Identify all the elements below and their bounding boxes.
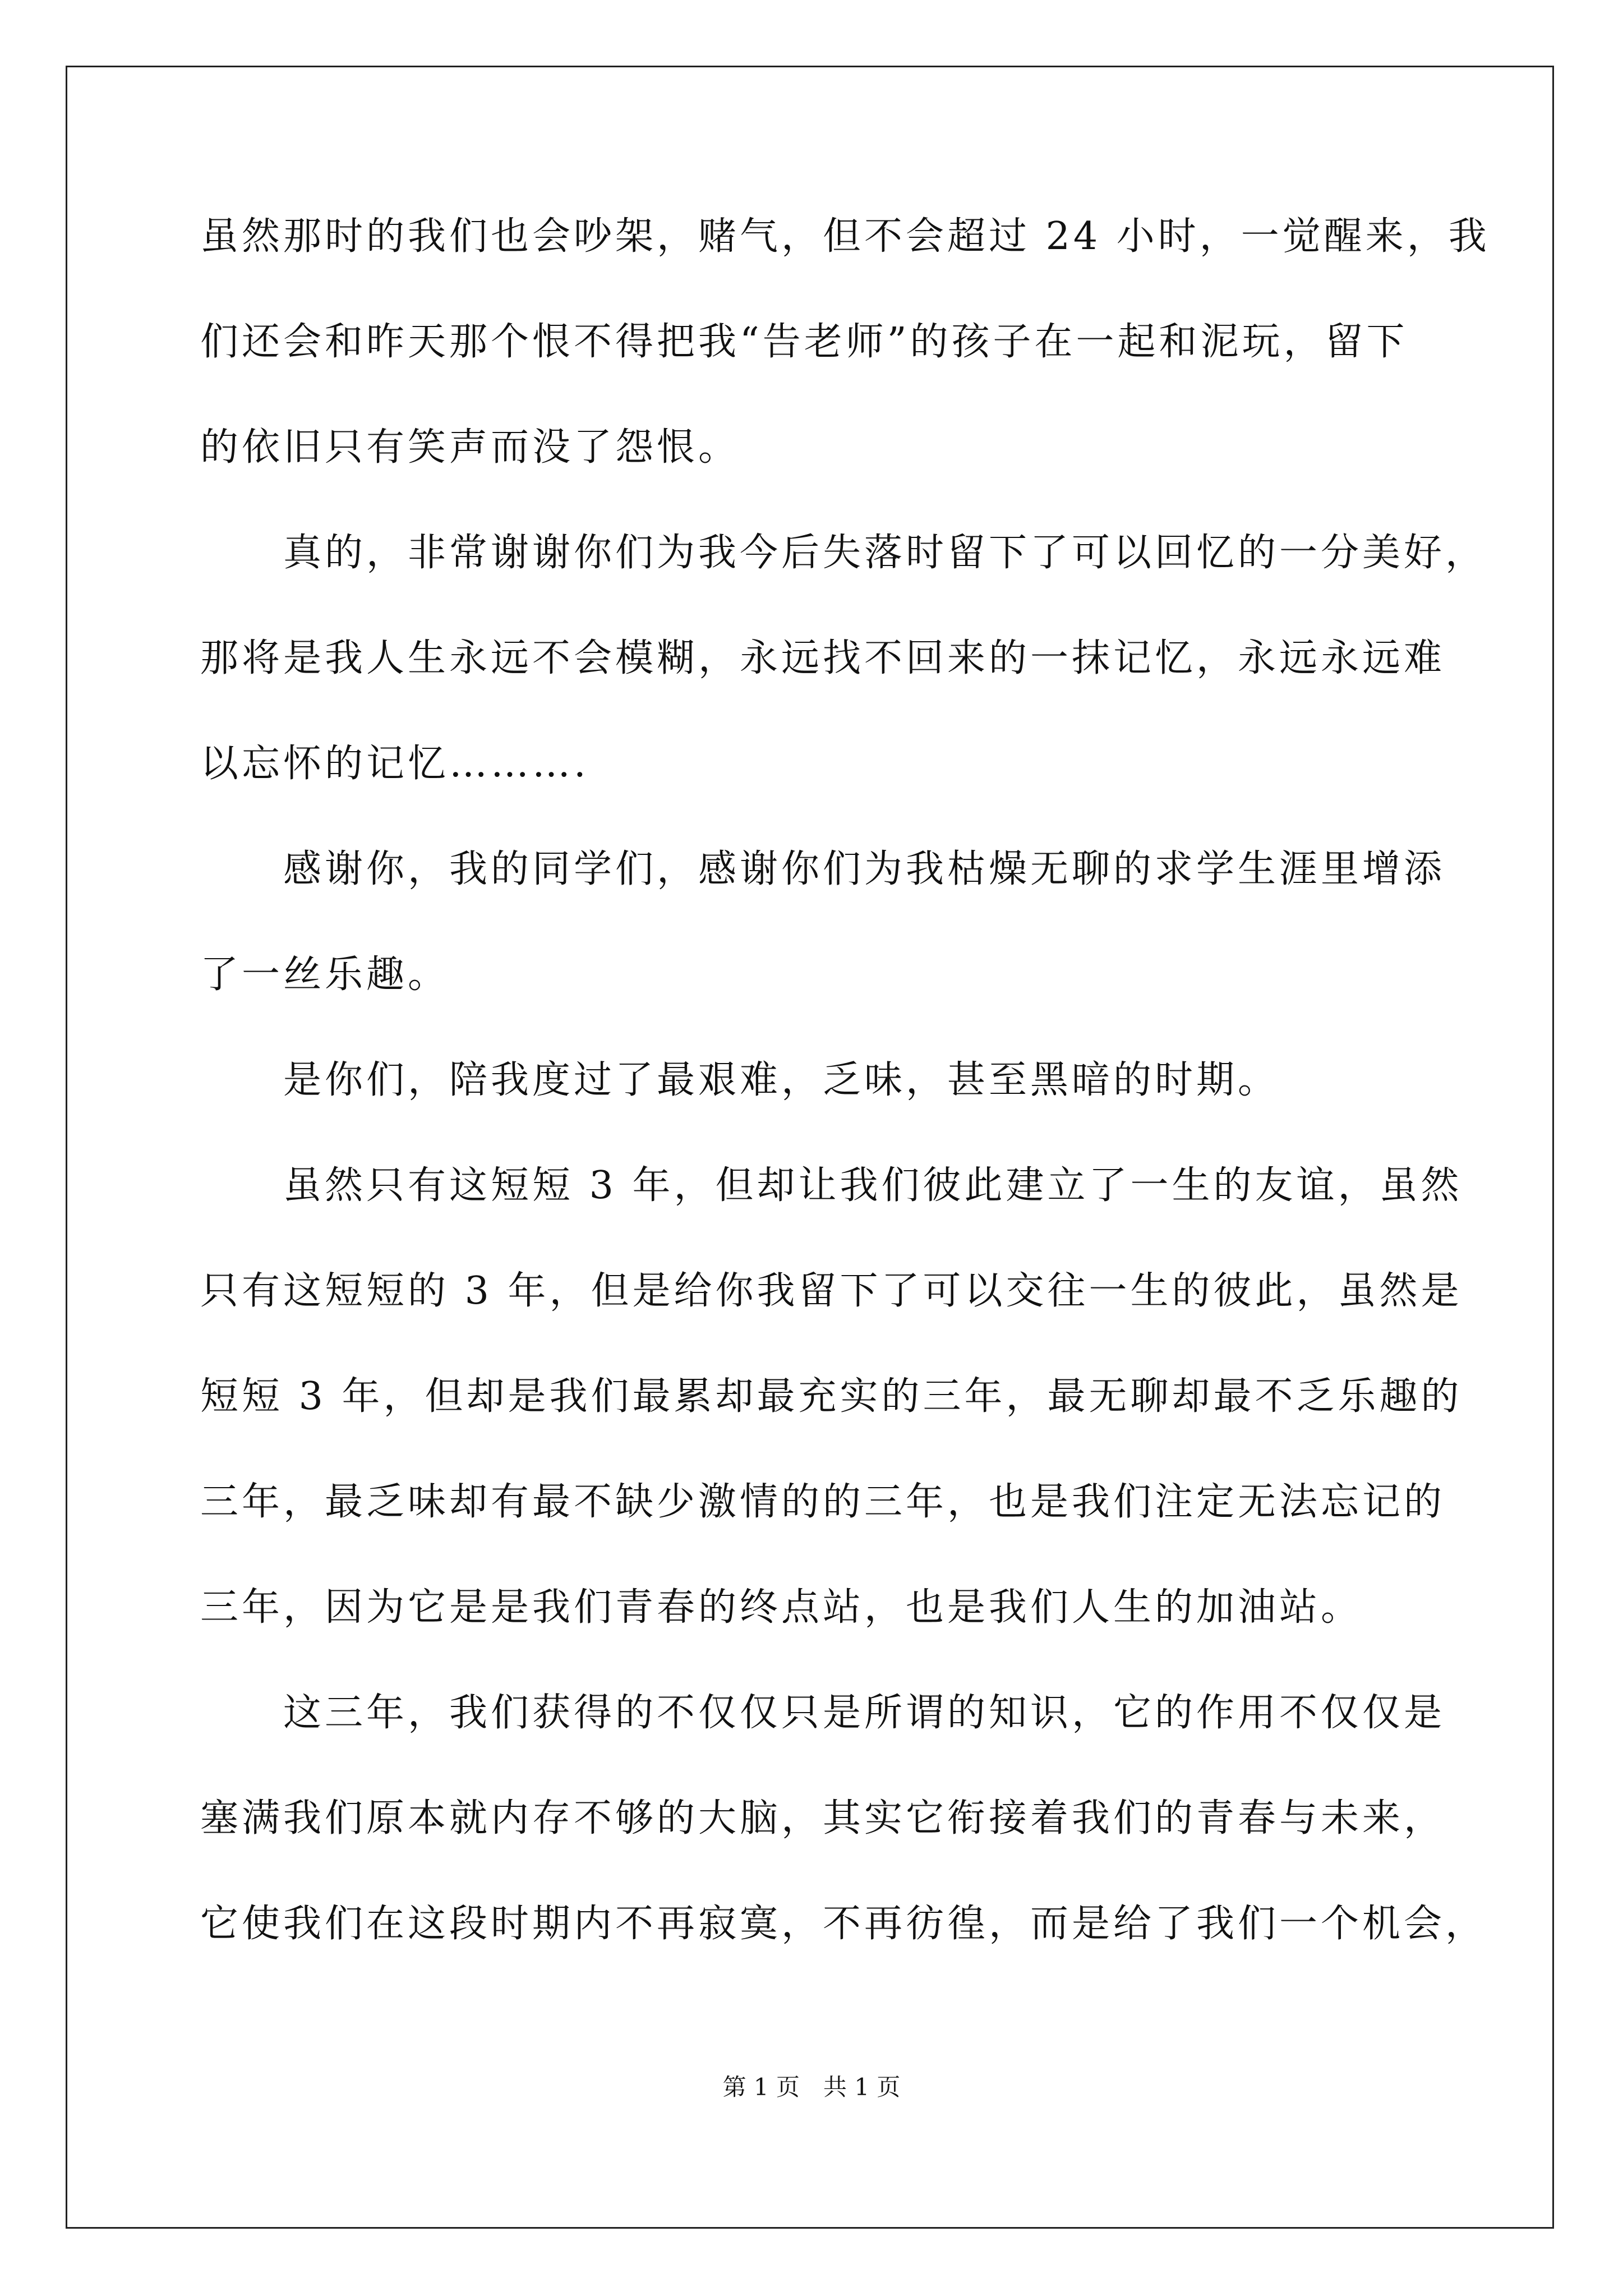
- text-line: 真的，非常谢谢你们为我今后失落时留下了可以回忆的一分美好，: [200, 531, 1487, 575]
- text-line: 那将是我人生永远不会模糊，永远找不回来的一抹记忆，永远永远难: [200, 636, 1446, 680]
- page-footer: 第 1 页 共 1 页: [722, 2073, 901, 2101]
- text-line: 它使我们在这段时期内不再寂寞，不再彷徨，而是给了我们一个机会，: [200, 1902, 1487, 1946]
- text-line: 这三年，我们获得的不仅仅只是所谓的知识，它的作用不仅仅是: [200, 1691, 1446, 1735]
- text-line: 以忘怀的记忆……….: [200, 742, 589, 786]
- text-line: 塞满我们原本就内存不够的大脑，其实它衔接着我们的青春与未来，: [200, 1796, 1446, 1841]
- text-line: 感谢你，我的同学们，感谢你们为我枯燥无聊的求学生涯里增添: [200, 847, 1446, 891]
- text-line: 三年，因为它是是我们青春的终点站，也是我们人生的加油站。: [200, 1585, 1363, 1630]
- text-line: 三年，最乏味却有最不缺少激情的的三年，也是我们注定无法忘记的: [200, 1480, 1446, 1524]
- text-line: 虽然只有这短短 3 年，但却让我们彼此建立了一生的友谊，虽然: [200, 1163, 1463, 1208]
- document-body: [200, 214, 1490, 2010]
- text-line: 们还会和昨天那个恨不得把我“告老师”的孩子在一起和泥玩，留下: [200, 320, 1408, 364]
- text-line: 是你们，陪我度过了最艰难，乏味，甚至黑暗的时期。: [200, 1058, 1280, 1102]
- text-line: 短短 3 年，但却是我们最累却最充实的三年，最无聊却最不乏乐趣的: [200, 1374, 1463, 1419]
- text-line: 了一丝乐趣。: [200, 953, 450, 997]
- text-line: 的依旧只有笑声而没了怨恨。: [200, 425, 740, 470]
- text-line: 只有这短短的 3 年，但是给你我留下了可以交往一生的彼此，虽然是: [200, 1269, 1463, 1313]
- text-line: 虽然那时的我们也会吵架，赌气，但不会超过 24 小时，一觉醒来，我: [200, 214, 1490, 259]
